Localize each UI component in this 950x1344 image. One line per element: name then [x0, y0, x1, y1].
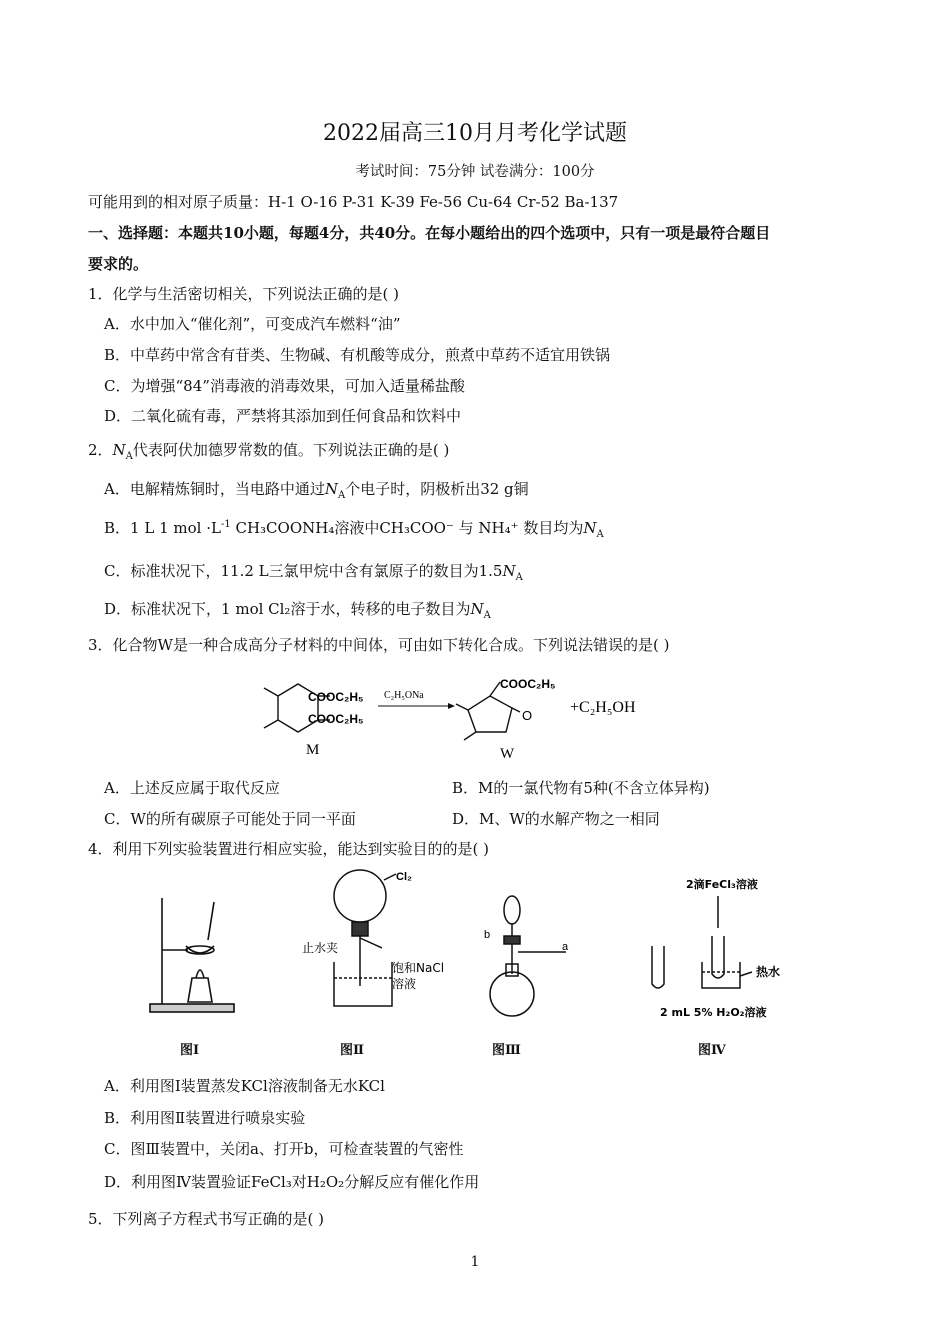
q3-option-d: D．M、W的水解产物之一相同	[452, 810, 660, 828]
reagent: C₂H₅ONa	[384, 690, 424, 701]
q3-option-a: A．上述反应属于取代反应	[104, 779, 280, 797]
q2-stem: 2．$N_A$代表阿伏加德罗常数的值。下列说法正确的是( )	[88, 441, 450, 462]
label-a: a	[562, 941, 569, 953]
q1-option-d: D．二氧化硫有毒，严禁将其添加到任何食品和饮料中	[104, 407, 462, 425]
w-ester: COOC₂H₅	[500, 677, 556, 691]
q3-option-b: B．M的一氯代物有5种(不含立体异构)	[452, 779, 710, 797]
caption-fig-2: 图Ⅱ	[340, 1043, 364, 1058]
figure-1-evaporation	[148, 890, 238, 1018]
q3-option-c: C．W的所有碳原子可能处于同一平面	[104, 810, 356, 828]
label-hot-water: 热水	[756, 965, 781, 979]
page-title: 2022届高三10月月考化学试题	[323, 121, 627, 146]
q2-option-c: C．标准状况下，11.2 L三氯甲烷中含有氯原子的数目为$1.5N_A$	[104, 562, 523, 583]
w-ketone: O	[522, 708, 533, 723]
q1-stem: 1．化学与生活密切相关，下列说法正确的是( )	[88, 285, 400, 303]
q1-option-a: A．水中加入“催化剂”，可变成汽车燃料“油”	[104, 315, 401, 333]
label-nacl: 饱和NaCl	[392, 961, 445, 975]
q2-option-d: D．标准状况下，1 mol Cl₂溶于水，转移的电子数目为$N_A$	[104, 600, 491, 621]
m-ester-1: COOC₂H₅	[308, 690, 364, 704]
figure-3-airtight-check	[478, 890, 578, 1020]
caption-fig-3: 图Ⅲ	[492, 1043, 521, 1058]
q1-option-b: B．中草药中常含有苷类、生物碱、有机酸等成分，煎煮中草药不适宜用铁锅	[104, 346, 611, 364]
figure-2-fountain	[300, 866, 450, 1016]
figure-4-catalysis	[640, 872, 800, 1022]
m-ester-2: COOC₂H₅	[308, 712, 364, 726]
caption-fig-1: 图Ⅰ	[180, 1043, 200, 1058]
label-m: M	[306, 742, 320, 758]
q5-stem: 5．下列离子方程式书写正确的是( )	[88, 1210, 325, 1228]
arrowhead-icon	[448, 703, 455, 709]
label-clamp: 止水夹	[302, 941, 339, 955]
page-number: 1	[470, 1254, 480, 1270]
q3-stem: 3．化合物W是一种合成高分子材料的中间体，可由如下转化合成。下列说法错误的是( )	[88, 636, 670, 654]
label-b: b	[484, 929, 491, 941]
reaction-scheme	[250, 668, 670, 768]
q4-option-d: D．利用图Ⅳ装置验证FeCl₃对H₂O₂分解反应有催化作用	[104, 1173, 480, 1191]
q4-option-c: C．图Ⅲ装置中，关闭a、打开b，可检查装置的气密性	[104, 1140, 464, 1158]
label-w: W	[500, 746, 515, 762]
section-heading: 一、选择题：本题共10小题，每题4分，共40分。在每小题给出的四个选项中，只有一项是最符合题目	[88, 224, 771, 242]
q4-option-a: A．利用图Ⅰ装置蒸发KCl溶液制备无水KCl	[104, 1077, 385, 1095]
q4-option-b: B．利用图Ⅱ装置进行喷泉实验	[104, 1109, 306, 1127]
label-h2o2: 2 mL 5% H₂O₂溶液	[660, 1006, 767, 1019]
label-cl2: Cl₂	[396, 871, 412, 883]
q2-option-b: B．1 L 1 mol $\cdot L^{-1}$ CH₃COONH₄溶液中CH₃COO⁻ 与 NH₄⁺ 数目均为$N_A$	[104, 519, 604, 540]
q2-option-a: A．电解精炼铜时，当电路中通过$N_A$个电子时，阴极析出32 g铜	[104, 480, 529, 501]
byproduct: +C₂H₅OH	[570, 699, 636, 716]
label-solution: 溶液	[392, 977, 417, 991]
exam-info: 考试时间：75分钟 试卷满分：100分	[355, 164, 595, 180]
atomic-masses: 可能用到的相对原子质量：H-1 O-16 P-31 K-39 Fe-56 Cu-64 Cr-52 Ba-137	[88, 193, 619, 211]
caption-fig-4: 图Ⅳ	[698, 1043, 726, 1058]
q1-option-c: C．为增强“84”消毒液的消毒效果，可加入适量稀盐酸	[104, 377, 465, 395]
q4-stem: 4．利用下列实验装置进行相应实验，能达到实验目的的是( )	[88, 840, 490, 858]
section-heading-cont: 要求的。	[88, 255, 149, 273]
label-fecl3: 2滴FeCl₃溶液	[686, 878, 758, 891]
